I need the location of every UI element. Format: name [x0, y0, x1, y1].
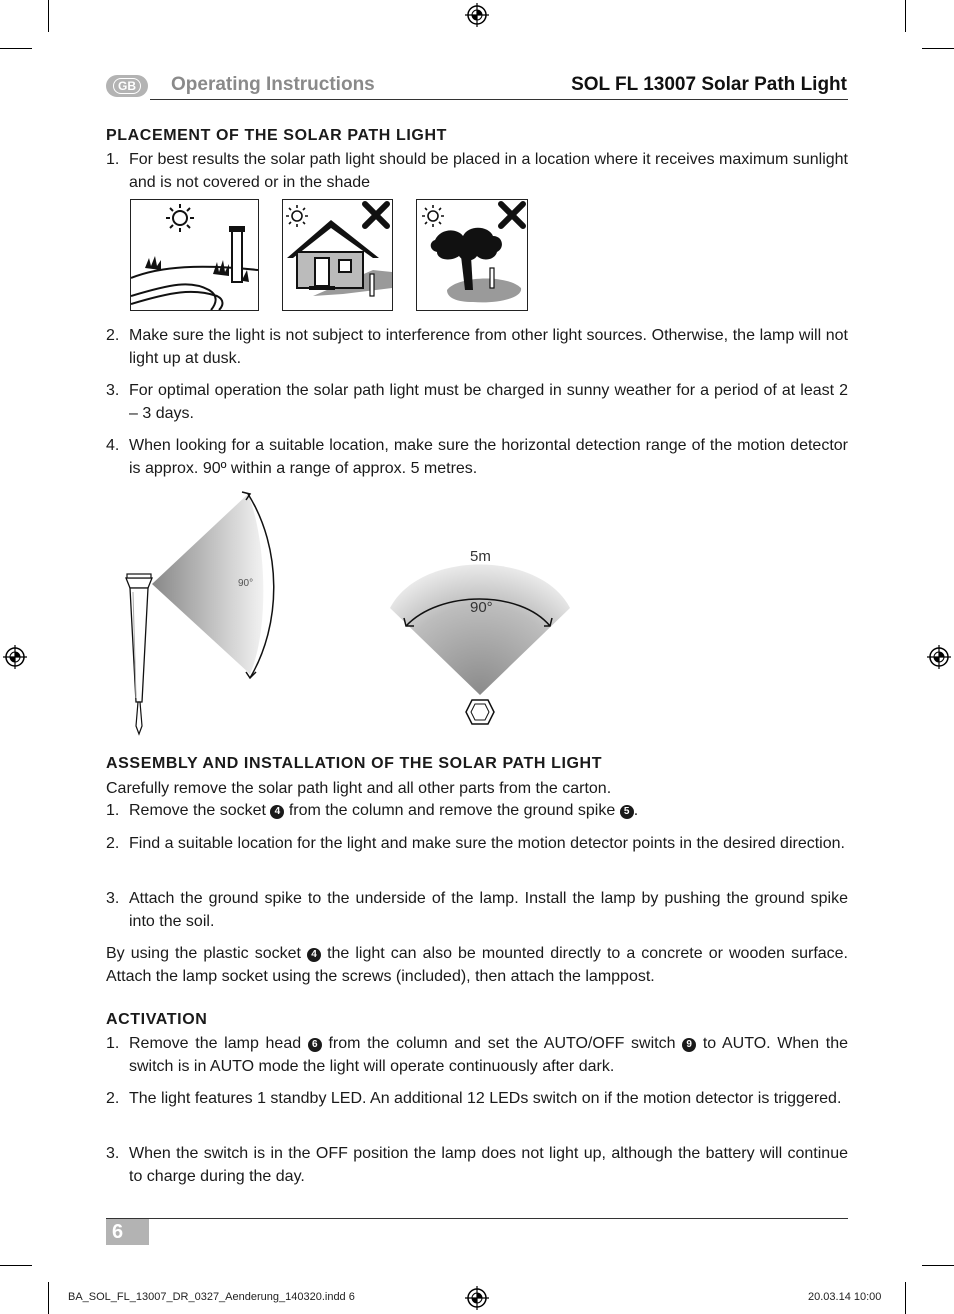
item-number: 2.: [106, 1090, 120, 1107]
illustration-sunny-location: [130, 199, 259, 311]
illustration-tree-shade: [416, 199, 528, 311]
crop-mark: [0, 1265, 32, 1266]
item-text: Find a suitable location for the light and make sure the motion detector points in the desired direction.: [129, 835, 845, 852]
item-number: 2.: [106, 327, 120, 344]
item-text: Remove the lamp head 6 from the column and set the AUTO/OFF switch 9 to AUTO. When the switch is in AUTO mode the light will operate continuously after dark.: [129, 1035, 849, 1075]
crop-mark: [905, 0, 906, 32]
header-product-title: SOL FL 13007 Solar Path Light: [571, 74, 847, 95]
side-angle-label: 90°: [238, 578, 254, 589]
item-text: For optimal operation the solar path light must be charged in sunny weather for a period of at least 2 – 3 days.: [129, 382, 848, 422]
top-view-detection-diagram: [380, 540, 580, 730]
illustration-house-shade: [282, 199, 393, 311]
side-view-detection-diagram: [100, 488, 300, 738]
crop-mark: [48, 1282, 49, 1314]
part-ref-badge: 4: [270, 805, 284, 819]
file-slug: BA_SOL_FL_13007_DR_0327_Aenderung_140320.indd 6: [68, 1291, 355, 1303]
date-slug: 20.03.14 10:00: [808, 1291, 882, 1303]
sun-icon: [422, 205, 444, 227]
sun-icon: [166, 204, 194, 232]
cross-icon: [365, 204, 387, 226]
sun-icon: [286, 205, 308, 227]
assembly-heading: ASSEMBLY AND INSTALLATION OF THE SOLAR PATH LIGHT: [106, 755, 603, 772]
item-text: When the switch is in the OFF position the lamp does not light up, although the battery will continue to charge during the day.: [129, 1145, 848, 1185]
top-angle-label: 90°: [470, 599, 493, 616]
crop-mark: [922, 48, 954, 49]
assembly-intro: Carefully remove the solar path light and all other parts from the carton.: [106, 780, 612, 797]
item-number: 1.: [106, 802, 120, 819]
item-number: 1.: [106, 1035, 120, 1052]
part-ref-badge: 4: [307, 948, 321, 962]
item-text: When looking for a suitable location, make sure the horizontal detection range of the motion detector is approx. 90º within a range of approx. 5 metres.: [129, 437, 848, 477]
item-text: Attach the ground spike to the underside of the lamp. Install the lamp by pushing the ground spike into the soil.: [129, 890, 848, 930]
item-text: Make sure the light is not subject to interference from other light sources. Otherwise, the lamp will not light up at dusk.: [129, 327, 848, 367]
placement-heading: PLACEMENT OF THE SOLAR PATH LIGHT: [106, 127, 447, 144]
light-top-view-icon: [466, 700, 494, 724]
item-number: 3.: [106, 890, 120, 907]
item-text: Remove the socket 4 from the column and remove the ground spike 5 .: [129, 802, 639, 819]
assembly-note: By using the plastic socket 4 the light can also be mounted directly to a concrete or wooden surface. Attach the lamp socket using the screws (included), then attach the lamppost.: [106, 945, 849, 985]
page-number: 6: [106, 1219, 149, 1245]
part-ref-badge: 6: [308, 1038, 322, 1052]
header-rule: [150, 99, 848, 100]
footer-rule: [106, 1218, 848, 1219]
item-number: 3.: [106, 382, 120, 399]
top-range-label: 5m: [470, 548, 491, 565]
item-number: 4.: [106, 437, 120, 454]
item-number: 3.: [106, 1145, 120, 1162]
part-ref-badge: 9: [682, 1038, 696, 1052]
path-light-icon: [126, 574, 152, 734]
cross-icon: [501, 204, 523, 226]
crop-mark: [905, 1282, 906, 1314]
registration-mark-icon: [465, 1286, 489, 1310]
item-text: For best results the solar path light should be placed in a location where it receives maximum sunlight and is not covered or in the shade: [129, 151, 848, 191]
registration-mark-icon: [3, 645, 27, 669]
header-section-title: Operating Instructions: [171, 74, 375, 95]
crop-mark: [0, 48, 32, 49]
crop-mark: [922, 1265, 954, 1266]
registration-mark-icon: [927, 645, 951, 669]
item-number: 1.: [106, 151, 120, 168]
part-ref-badge: 5: [620, 805, 634, 819]
registration-mark-icon: [465, 3, 489, 27]
activation-heading: ACTIVATION: [106, 1011, 208, 1028]
item-number: 2.: [106, 835, 120, 852]
item-text: The light features 1 standby LED. An additional 12 LEDs switch on if the motion detector is triggered.: [129, 1090, 842, 1107]
crop-mark: [48, 0, 49, 32]
language-badge: GB: [106, 75, 148, 97]
